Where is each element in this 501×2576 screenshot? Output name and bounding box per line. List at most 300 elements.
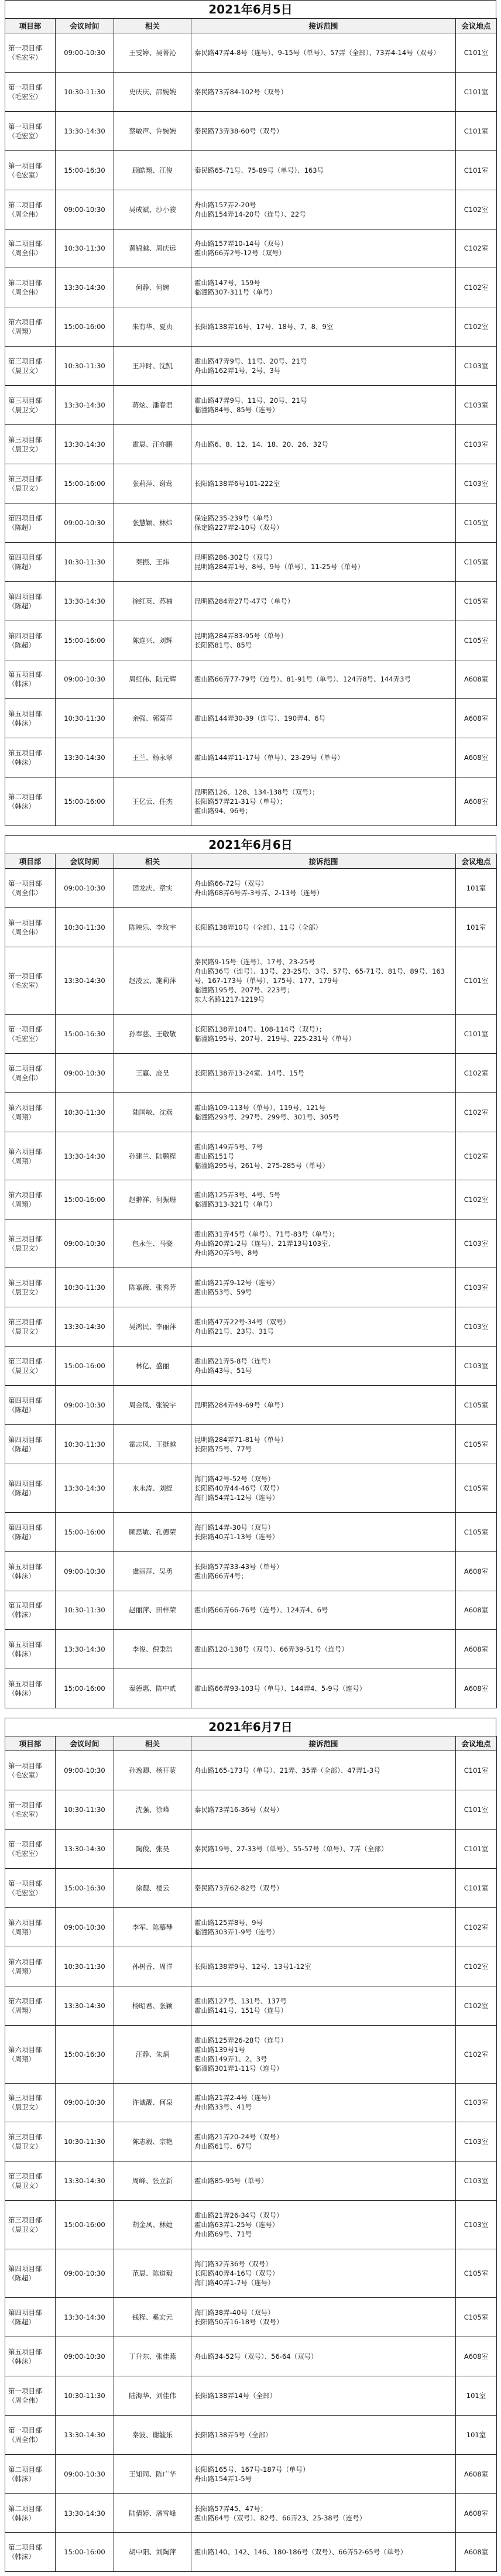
cell-project: 第三项目部（晨卫文） [5, 2083, 56, 2122]
cell-range: 昆明路284弄27号-47号（单号） [191, 581, 456, 621]
cell-place: C105室 [456, 621, 497, 660]
cell-time: 15:00-16:00 [56, 2533, 114, 2572]
table-row [5, 2493, 497, 2533]
cell-place: C102室 [456, 229, 497, 268]
cell-project: 第三项目部（晨卫文） [5, 2161, 56, 2201]
day-section [5, 1718, 496, 2572]
cell-range: 长阳路138弄9号、12号、13号1-12室 [191, 1947, 456, 1986]
cell-time: 09:00-10:30 [56, 190, 114, 229]
cell-place: A608室 [456, 2493, 497, 2533]
cell-range: 长阳路138弄5号（全部） [191, 2415, 456, 2454]
table-row [5, 2201, 497, 2249]
table-row [5, 1347, 497, 1386]
cell-time: 10:30-11:30 [56, 1424, 114, 1464]
cell-place: A608室 [456, 699, 497, 738]
table-row [5, 1014, 497, 1053]
table-row [5, 229, 497, 268]
cell-project: 第一项目部（周全伟） [5, 2376, 56, 2415]
cell-person: 顾皓翔、江俊 [114, 150, 191, 190]
cell-range: 舟山路66-72号（双号） 舟山路68弄6号弄-3号弄、2-13号（连号） [191, 869, 456, 908]
cell-person: 周红伟、陆元辉 [114, 660, 191, 699]
cell-place: C103室 [456, 464, 497, 503]
table-header [5, 1736, 497, 1751]
cell-place: C102室 [456, 2025, 497, 2083]
column-header-range: 接诉范围 [191, 854, 456, 869]
cell-place: C103室 [456, 2122, 497, 2161]
table-row [5, 190, 497, 229]
cell-range: 霍山路85-95号（单号） [191, 2161, 456, 2201]
cell-person: 何静、何婉 [114, 268, 191, 307]
cell-range: 霍山路21弄26-34号（双号） 霍山路63弄1-25号（连号） 舟山路69号、71号 [191, 2201, 456, 2249]
table-row [5, 1386, 497, 1425]
cell-person: 胡金凤、林婕 [114, 2201, 191, 2249]
cell-range: 霍山路109-113号（单号）、119号、121号 临潼路293号、297号、299号、301号、305号 [191, 1092, 456, 1132]
cell-person: 孙逸卿、杨开蒙 [114, 1751, 191, 1790]
cell-time: 10:30-11:30 [56, 1591, 114, 1630]
cell-project: 第六项目部（周翔） [5, 2025, 56, 2083]
cell-person: 许诚靓、何泉 [114, 2083, 191, 2122]
cell-person: 团龙庆、章实 [114, 869, 191, 908]
cell-place: C105室 [456, 2298, 497, 2337]
cell-time: 13:30-14:30 [56, 738, 114, 777]
cell-time: 15:00-16:00 [56, 1512, 114, 1551]
cell-project: 第四项目部（陈超） [5, 542, 56, 581]
cell-person: 范晨、陈道毅 [114, 2249, 191, 2298]
table-row [5, 2533, 497, 2572]
cell-place: C102室 [456, 1907, 497, 1947]
cell-range: 霍山路144弄11-17号（单号）、23-29号（单号） [191, 738, 456, 777]
cell-range: 舟山路165-173号（单号）、21弄、35弄（全部）、47弄1-3号 [191, 1751, 456, 1790]
cell-project: 第三项目部（晨卫文） [5, 464, 56, 503]
cell-project: 第五项目部（韩沫） [5, 699, 56, 738]
cell-project: 第六项目部（周翔） [5, 1947, 56, 1986]
cell-range: 霍山路140、142、146、180-186号（双号）、66弄52-65号（单号） [191, 2533, 456, 2572]
cell-project: 第四项目部（陈超） [5, 621, 56, 660]
cell-place: C105室 [456, 1424, 497, 1464]
cell-range: 海门路14弄-30号（双号） 长阳路40弄1-13号（连号） [191, 1512, 456, 1551]
cell-project: 第四项目部（陈超） [5, 1464, 56, 1512]
cell-range: 保定路235-239号（单号） 保定路227弄2-10号（双号） [191, 503, 456, 542]
cell-place: C102室 [456, 190, 497, 229]
cell-range: 海门路38弄-40号（双号） 长阳路50弄16-18号（双号） [191, 2298, 456, 2337]
cell-time: 13:30-14:30 [56, 947, 114, 1014]
table-row [5, 1751, 497, 1790]
table-row [5, 1132, 497, 1180]
cell-range: 昆明路126、128、134-138号（双号）； 长阳路57弄21-31号（单号）； 霍山路94、96号； [191, 777, 456, 826]
cell-project: 第二项目部（周全伟） [5, 268, 56, 307]
cell-project: 第六项目部（周翔） [5, 1132, 56, 1180]
cell-project: 第五项目部（韩沫） [5, 1630, 56, 1669]
cell-project: 第五项目部（韩沫） [5, 1551, 56, 1591]
cell-project: 第一项目部（毛宏室） [5, 1014, 56, 1053]
schedule-table [5, 1736, 497, 2572]
table-row [5, 908, 497, 947]
schedule-table [5, 854, 497, 1708]
cell-person: 顾思敏、孔德荣 [114, 1512, 191, 1551]
cell-time: 09:00-10:30 [56, 1551, 114, 1591]
table-row [5, 33, 497, 73]
cell-time: 09:00-10:30 [56, 2454, 114, 2493]
cell-project: 第三项目部（晨卫文） [5, 1220, 56, 1268]
cell-range: 霍山路21弄20-24号（双号） 舟山路61号、67号 [191, 2122, 456, 2161]
cell-range: 长阳路138弄13-24室、14号、15号 [191, 1053, 456, 1092]
cell-person: 周峰、张立新 [114, 2161, 191, 2201]
cell-time: 09:00-10:30 [56, 869, 114, 908]
cell-person: 赵凌云、施莉萍 [114, 947, 191, 1014]
cell-project: 第一项目部（毛宏室） [5, 1790, 56, 1830]
cell-person: 周金凤、张锐宇 [114, 1386, 191, 1425]
cell-project: 第一项目部（毛宏室） [5, 33, 56, 73]
cell-time: 09:00-10:30 [56, 1053, 114, 1092]
cell-range: 霍山路66弄77-79号（连号）、81-91号（单号）、124弄8号、144弄3号 [191, 660, 456, 699]
cell-person: 杨昭君、张颖 [114, 1986, 191, 2025]
cell-project: 第三项目部（晨卫文） [5, 425, 56, 464]
cell-place: A608室 [456, 2337, 497, 2376]
cell-time: 13:30-14:30 [56, 1132, 114, 1180]
cell-project: 第六项目部（周翔） [5, 1092, 56, 1132]
cell-time: 09:00-10:30 [56, 2083, 114, 2122]
cell-range: 昆明路286-302号（双号） 昆明路284弄1号、8号、9号（单号）、11-25号（单号） [191, 542, 456, 581]
cell-time: 09:00-10:30 [56, 1386, 114, 1425]
table-row [5, 503, 497, 542]
table-row [5, 2415, 497, 2454]
cell-time: 15:00-16:00 [56, 621, 114, 660]
cell-time: 10:30-11:30 [56, 229, 114, 268]
table-row [5, 2376, 497, 2415]
cell-place: C103室 [456, 1307, 497, 1347]
table-row [5, 869, 497, 908]
cell-place: C103室 [456, 2201, 497, 2249]
cell-person: 黄锦越、周庆远 [114, 229, 191, 268]
cell-project: 第五项目部（韩沫） [5, 738, 56, 777]
cell-range: 霍山路66弄93-103号（单号）、144弄4、5-9号（连号） [191, 1669, 456, 1708]
cell-place: A608室 [456, 1630, 497, 1669]
cell-place: C105室 [456, 1386, 497, 1425]
cell-person: 胡中阳、刘陶萍 [114, 2533, 191, 2572]
cell-person: 赵翀祥、何振珊 [114, 1180, 191, 1220]
table-row [5, 2083, 497, 2122]
cell-time: 10:30-11:30 [56, 2122, 114, 2161]
cell-project: 第三项目部（晨卫文） [5, 386, 56, 425]
table-header [5, 19, 497, 33]
cell-time: 13:30-14:30 [56, 1630, 114, 1669]
cell-range: 长阳路138弄104号、108-114号（双号）； 临潼路195号、207号、219号、225-231号（单号） [191, 1014, 456, 1053]
cell-place: C105室 [456, 2249, 497, 2298]
cell-range: 昆明路284弄71-81号（单号） 长阳路75号、77号 [191, 1424, 456, 1464]
cell-time: 10:30-11:30 [56, 542, 114, 581]
cell-place: A608室 [456, 1669, 497, 1708]
cell-place: C103室 [456, 425, 497, 464]
cell-person: 丁升东、张佳燕 [114, 2337, 191, 2376]
cell-time: 10:30-11:30 [56, 347, 114, 386]
cell-place: C105室 [456, 542, 497, 581]
cell-person: 陆国敏、沈燕 [114, 1092, 191, 1132]
cell-project: 第四项目部（陈超） [5, 1512, 56, 1551]
cell-project: 第三项目部（晨卫文） [5, 2122, 56, 2161]
cell-person: 王赢、庞昊 [114, 1053, 191, 1092]
cell-range: 长阳路138弄10号（全部）、11号（全部） [191, 908, 456, 947]
cell-time: 10:30-11:30 [56, 2376, 114, 2415]
day-section [5, 835, 496, 1708]
cell-project: 第二项目部（周全伟） [5, 229, 56, 268]
table-body [5, 869, 497, 1708]
column-header-place: 会议地点 [456, 19, 497, 33]
table-row [5, 2161, 497, 2201]
cell-person: 水永涛、刘缇 [114, 1464, 191, 1512]
table-row [5, 777, 497, 826]
cell-person: 蔡敏声、许婉婉 [114, 111, 191, 150]
header-row [5, 19, 497, 33]
table-row [5, 621, 497, 660]
cell-place: 101室 [456, 2415, 497, 2454]
cell-range: 霍山路21弄9-12号（连号） 霍山路53号、59号 [191, 1268, 456, 1307]
cell-person: 陆倩婷、潘雪峰 [114, 2493, 191, 2533]
table-row [5, 1591, 497, 1630]
cell-time: 13:30-14:30 [56, 581, 114, 621]
table-row [5, 1790, 497, 1830]
cell-project: 第二项目部（韩沫） [5, 777, 56, 826]
table-row [5, 307, 497, 347]
cell-person: 孙奉慈、王敬敬 [114, 1014, 191, 1053]
cell-place: C103室 [456, 1347, 497, 1386]
cell-range: 霍山路144弄30-39（连号）、190弄4、6号 [191, 699, 456, 738]
cell-range: 秦民路9-15号（连号）、17号、23-25号 舟山路36号（连号）、13号、23-25号、3号、57号、65-71号、81号、89号、163号、167-173号（单号）、175号、177、179号 临潼路195号、207号、223号； 东大名路1217-1219号 [191, 947, 456, 1014]
cell-place: A608室 [456, 738, 497, 777]
cell-range: 舟山路34-52号（双号）、56-64（双号） [191, 2337, 456, 2376]
cell-range: 昆明路284弄49-69号（单号） [191, 1386, 456, 1425]
cell-place: C101室 [456, 33, 497, 73]
cell-time: 13:30-14:30 [56, 2493, 114, 2533]
cell-range: 长阳路138弄6号101-222室 [191, 464, 456, 503]
table-row [5, 2298, 497, 2337]
table-row [5, 1868, 497, 1907]
cell-time: 15:00-16:00 [56, 777, 114, 826]
cell-project: 第一项目部（毛宏室） [5, 72, 56, 111]
cell-project: 第六项目部（周翔） [5, 307, 56, 347]
table-row [5, 72, 497, 111]
cell-person: 徐红英、苏楠 [114, 581, 191, 621]
cell-place: C102室 [456, 1053, 497, 1092]
cell-project: 第二项目部（周全伟） [5, 190, 56, 229]
cell-project: 第六项目部（周翔） [5, 1180, 56, 1220]
cell-person: 陈志毅、宗艳 [114, 2122, 191, 2161]
cell-project: 第四项目部（陈超） [5, 2298, 56, 2337]
cell-time: 13:30-14:30 [56, 1986, 114, 2025]
cell-range: 长阳路57弄33-43号（单号） 霍山路66弄4号； [191, 1551, 456, 1591]
cell-place: C101室 [456, 150, 497, 190]
cell-person: 李军、陈慕琴 [114, 1907, 191, 1947]
table-row [5, 542, 497, 581]
table-row [5, 2337, 497, 2376]
cell-time: 09:00-10:30 [56, 1220, 114, 1268]
table-row [5, 1268, 497, 1307]
table-row [5, 2025, 497, 2083]
cell-time: 09:00-10:30 [56, 660, 114, 699]
cell-place: C101室 [456, 1790, 497, 1830]
cell-place: C105室 [456, 1464, 497, 1512]
table-row [5, 1424, 497, 1464]
cell-person: 王知同、陈广华 [114, 2454, 191, 2493]
cell-time: 13:30-14:30 [56, 268, 114, 307]
cell-person: 李俊、倪秉浩 [114, 1630, 191, 1669]
table-row [5, 2249, 497, 2298]
cell-range: 霍山路66弄66-76号（连号）、124弄4、6号 [191, 1591, 456, 1630]
cell-range: 海门路42号-52号（双号） 长阳路40弄44-46号（双号） 海门路54弄1-12号（连号） [191, 1464, 456, 1512]
column-header-range: 接诉范围 [191, 19, 456, 33]
cell-person: 徐靓、楼云 [114, 1868, 191, 1907]
cell-range: 秦民路73弄16-36号（双号） [191, 1790, 456, 1830]
cell-place: C102室 [456, 1132, 497, 1180]
cell-place: C101室 [456, 1014, 497, 1053]
cell-place: C102室 [456, 1180, 497, 1220]
cell-range: 舟山路157弄2-20号 舟山路154弄14-20号（连号）、22号 [191, 190, 456, 229]
day-section [5, 0, 496, 826]
day-title: 2021年6月5日 [5, 0, 496, 18]
cell-project: 第三项目部（晨卫文） [5, 2201, 56, 2249]
cell-place: C101室 [456, 1751, 497, 1790]
cell-time: 15:00-16:00 [56, 307, 114, 347]
cell-range: 舟山路6、8、12、14、18、20、26、32号 [191, 425, 456, 464]
cell-range: 长阳路165号、167号-187号（单号） 舟山路154弄1-5号 [191, 2454, 456, 2493]
cell-person: 吴鸿民、李丽萍 [114, 1307, 191, 1347]
cell-range: 霍山路47弄9号、11号、20号、21号 临潼路84号、85号（连号） [191, 386, 456, 425]
cell-time: 09:00-10:30 [56, 2249, 114, 2298]
table-row [5, 699, 497, 738]
cell-time: 09:00-10:30 [56, 1751, 114, 1790]
table-row [5, 1551, 497, 1591]
cell-place: C102室 [456, 268, 497, 307]
cell-person: 张慧颖、林炜 [114, 503, 191, 542]
table-row [5, 1907, 497, 1947]
cell-project: 第一项目部（毛宏室） [5, 111, 56, 150]
cell-place: A608室 [456, 660, 497, 699]
column-header-project: 项目部 [5, 19, 56, 33]
cell-time: 13:30-14:30 [56, 2415, 114, 2454]
day-title: 2021年6月7日 [5, 1718, 496, 1736]
cell-place: C105室 [456, 1512, 497, 1551]
cell-place: C103室 [456, 2161, 497, 2201]
column-header-time: 会议时间 [56, 19, 114, 33]
cell-person: 王雯婷、吴菁沁 [114, 33, 191, 73]
cell-project: 第五项目部（韩沫） [5, 1591, 56, 1630]
cell-time: 09:00-10:30 [56, 1907, 114, 1947]
cell-place: A608室 [456, 1551, 497, 1591]
cell-person: 沈强、徐峰 [114, 1790, 191, 1830]
cell-person: 吴成斌、沙小骏 [114, 190, 191, 229]
column-header-time: 会议时间 [56, 854, 114, 869]
cell-project: 第一项目部（周全伟） [5, 908, 56, 947]
cell-person: 陈嘉薇、张秀芳 [114, 1268, 191, 1307]
cell-person: 虞丽萍、吴勇 [114, 1551, 191, 1591]
cell-place: C102室 [456, 307, 497, 347]
cell-project: 第一项目部（周全伟） [5, 2415, 56, 2454]
cell-time: 13:30-14:30 [56, 425, 114, 464]
column-header-project: 项目部 [5, 854, 56, 869]
cell-time: 09:00-10:30 [56, 33, 114, 73]
table-row [5, 1830, 497, 1869]
cell-person: 张莉萍、谢莺 [114, 464, 191, 503]
cell-range: 海门路32弄36号（双号） 长阳路40弄4-16号（双号） 海门路40弄1-7号（连号） [191, 2249, 456, 2298]
cell-project: 第五项目部（韩沫） [5, 2337, 56, 2376]
cell-project: 第一项目部（毛宏室） [5, 1830, 56, 1869]
column-header-time: 会议时间 [56, 1736, 114, 1751]
cell-person: 史庆庆、邵婉婉 [114, 72, 191, 111]
cell-range: 长阳路57弄45、47号； 霍山路64号（双号）、82号、66弄23、25-38号（连号） [191, 2493, 456, 2533]
cell-project: 第四项目部（陈超） [5, 1424, 56, 1464]
cell-place: C103室 [456, 1268, 497, 1307]
cell-person: 霍志风、王挺越 [114, 1424, 191, 1464]
table-row [5, 464, 497, 503]
cell-place: C102室 [456, 1986, 497, 2025]
cell-range: 霍山路47弄22号-34号（双号） 舟山路21号、23号、31号 [191, 1307, 456, 1347]
cell-range: 霍山路149弄5号、7号 霍山路151号 临潼路295号、261号、275-285号（单号） [191, 1132, 456, 1180]
cell-project: 第一项目部（周全伟） [5, 869, 56, 908]
cell-person: 秦德惠、陈中贰 [114, 1669, 191, 1708]
cell-range: 霍山路31弄45号（单号）、71号-83号（单号）； 舟山路20弄1-2号（连号）、21弄13号103室、 舟山路20弄5号、8号 [191, 1220, 456, 1268]
cell-person: 王兰、杨永翠 [114, 738, 191, 777]
cell-place: C101室 [456, 111, 497, 150]
cell-place: C105室 [456, 503, 497, 542]
cell-range: 霍山路21弄5-8号（连号） 舟山路43号、51号 [191, 1347, 456, 1386]
cell-place: 101室 [456, 869, 497, 908]
cell-person: 秦振、王炜 [114, 542, 191, 581]
table-header [5, 854, 497, 869]
table-row [5, 150, 497, 190]
column-header-person: 相关 [114, 19, 191, 33]
cell-range: 昆明路284弄83-95号（单号） 长阳路81号、85号 [191, 621, 456, 660]
cell-time: 15:00-16:00 [56, 1669, 114, 1708]
table-row [5, 581, 497, 621]
cell-place: C103室 [456, 1220, 497, 1268]
column-header-place: 会议地点 [456, 854, 497, 869]
cell-time: 15:00-16:30 [56, 2025, 114, 2083]
cell-time: 10:30-11:30 [56, 1268, 114, 1307]
table-row [5, 1220, 497, 1268]
cell-place: C103室 [456, 347, 497, 386]
cell-range: 秦民路73弄38-60号（双号） [191, 111, 456, 150]
cell-time: 13:30-14:30 [56, 111, 114, 150]
cell-project: 第三项目部（晨卫文） [5, 347, 56, 386]
cell-time: 10:30-11:30 [56, 1947, 114, 1986]
cell-range: 秦民路19号、27-33号（单号）、55-57号（单号）、7弄（全部） [191, 1830, 456, 1869]
cell-range: 长阳路138弄14号（全部） [191, 2376, 456, 2415]
cell-place: A608室 [456, 1591, 497, 1630]
cell-range: 舟山路157弄10-14号（双号） 霍山路66弄2号-12号（双号） [191, 229, 456, 268]
table-row [5, 425, 497, 464]
cell-range: 霍山路127号、131号、137号 霍山路141号、151号（连号） [191, 1986, 456, 2025]
cell-person: 秦波、谢毓乐 [114, 2415, 191, 2454]
cell-range: 霍山路125弄8号、9号 临潼路303弄1-9号（连号） [191, 1907, 456, 1947]
cell-time: 15:00-16:00 [56, 464, 114, 503]
cell-time: 15:00-16:30 [56, 1014, 114, 1053]
section-gap [0, 1708, 501, 1718]
column-header-person: 相关 [114, 854, 191, 869]
cell-range: 秦民路47弄4-8号（连号）、9-15号（单号）、57弄（全部）、73弄4-14号（双号） [191, 33, 456, 73]
cell-person: 包永生、马骁 [114, 1220, 191, 1268]
cell-time: 09:00-10:30 [56, 503, 114, 542]
cell-place: C102室 [456, 1947, 497, 1986]
cell-project: 第四项目部（陈超） [5, 1386, 56, 1425]
table-row [5, 1053, 497, 1092]
cell-range: 霍山路125弄26-28号（连号） 霍山路139号1号 霍山路149弄1、2、3号 临潼路301弄1-11号（连号） [191, 2025, 456, 2083]
cell-time: 13:30-14:30 [56, 2298, 114, 2337]
table-row [5, 386, 497, 425]
cell-place: A608室 [456, 2454, 497, 2493]
cell-project: 第三项目部（晨卫文） [5, 1268, 56, 1307]
cell-project: 第五项目部（韩沫） [5, 660, 56, 699]
table-row [5, 1669, 497, 1708]
cell-person: 孙建兰、陆鹏程 [114, 1132, 191, 1180]
